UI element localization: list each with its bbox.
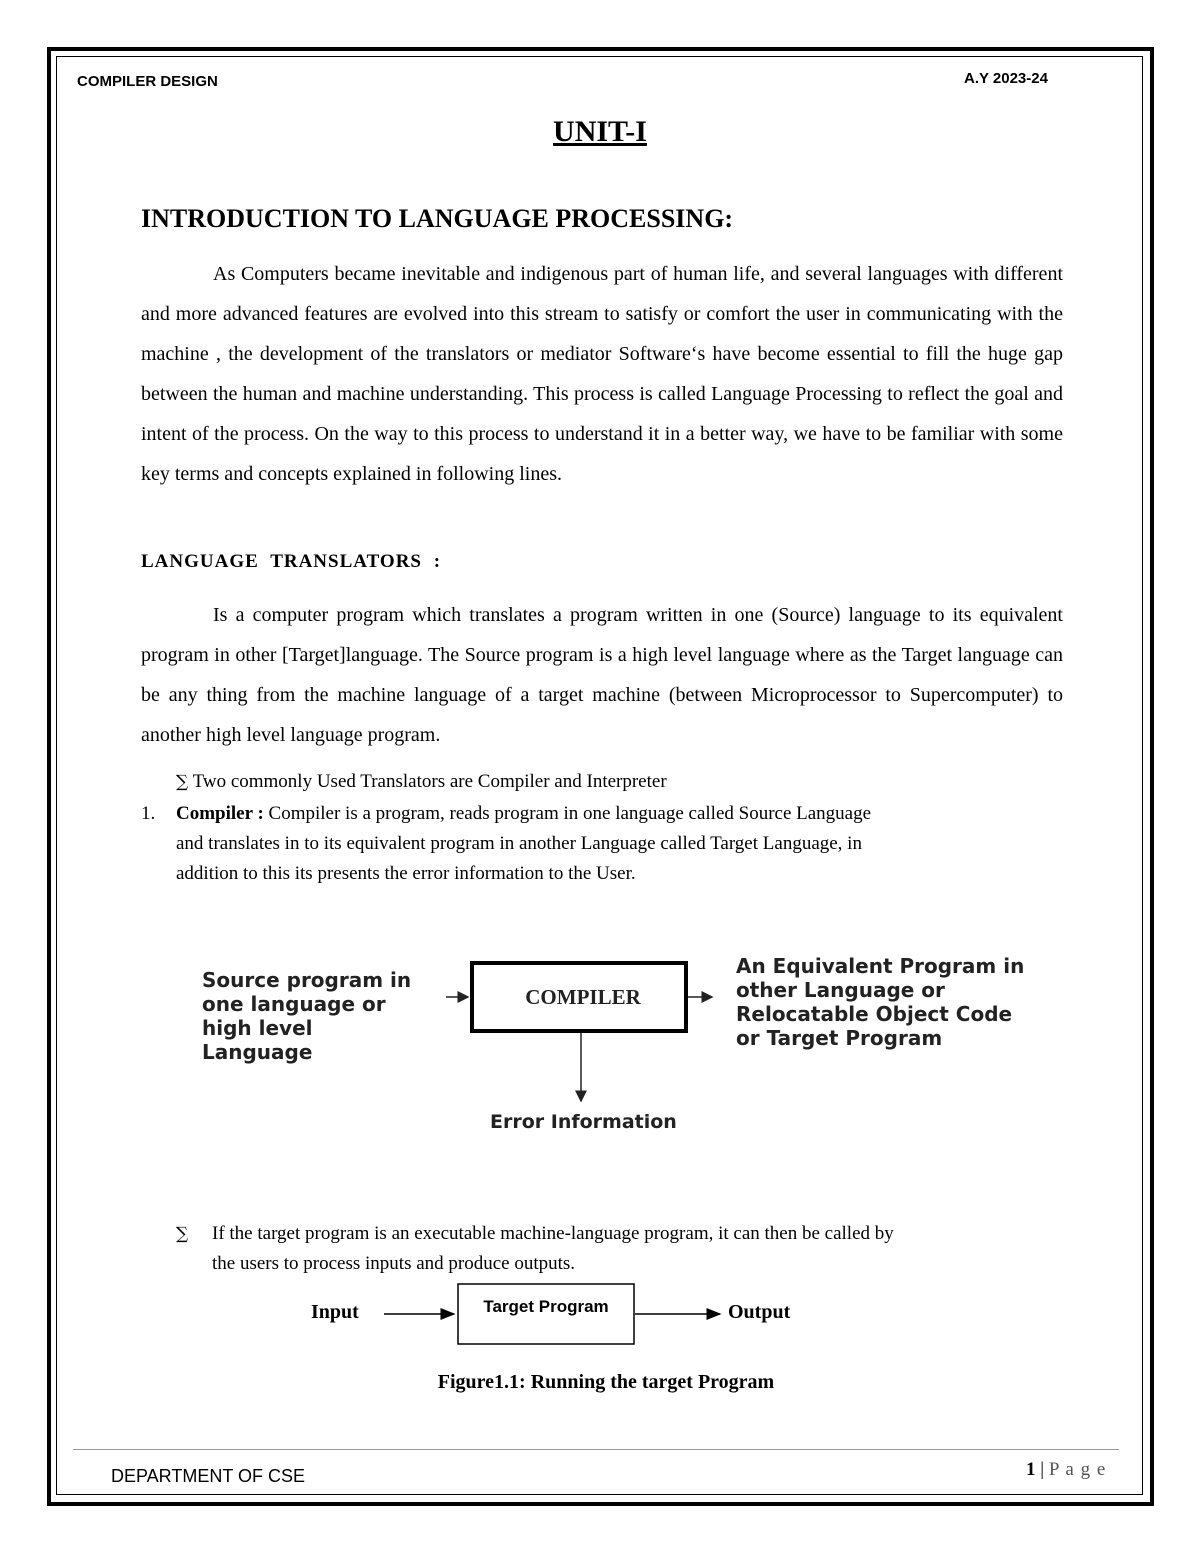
error-information-label: Error Information bbox=[490, 1111, 677, 1133]
section-heading-translators: LANGUAGE TRANSLATORS : bbox=[141, 551, 442, 572]
compiler-item bbox=[176, 799, 1056, 889]
bullet-executable-line2: the users to process inputs and produce outputs. bbox=[212, 1253, 576, 1274]
translators-paragraph: Is a computer program which translates a program written in one (Source) language to its equivalent program in other [Target]language. The Source program is a high level language where as the Target language can be any thing from the machine language of a target machine (between Microprocessor to Supercomputer) to another high level language program. bbox=[141, 604, 1063, 746]
target-input-label: Input bbox=[311, 1301, 359, 1323]
compiler-desc-line3: addition to this its presents the error information to the User. bbox=[176, 863, 636, 884]
figure-caption: Figure1.1: Running the target Program bbox=[437, 1371, 775, 1393]
bullet-translators-text: Two commonly Used Translators are Compiler and Interpreter bbox=[192, 771, 667, 792]
compiler-desc-line2: and translates in to its equivalent program in another Language called Target Language, in bbox=[176, 833, 862, 854]
bullet-translators bbox=[176, 767, 667, 797]
intro-paragraph: As Computers became inevitable and indigenous part of human life, and several languages with different and more advanced features are evolved into this stream to satisfy or comfort the user in communicating with the machine , the development of the translators or mediator Software‘s have become essential to fill the huge gap between the human and machine understanding. This process is called Language Processing to reflect the goal and intent of the process. On the way to this process to understand it in a better way, we have to be familiar with some key terms and concepts explained in following lines. bbox=[141, 263, 1063, 485]
footer-divider bbox=[73, 1449, 1119, 1450]
footer-page-label: P a g e bbox=[1048, 1459, 1107, 1480]
bullet-executable bbox=[176, 1219, 1056, 1279]
compiler-box-label: COMPILER bbox=[525, 985, 641, 1009]
diagram-source-label: Source program in one language or high level Language bbox=[202, 968, 412, 1064]
target-output-label: Output bbox=[728, 1301, 791, 1323]
footer-page-number: 1 bbox=[1026, 1459, 1036, 1480]
footer-page: 1 | P a g e bbox=[1026, 1459, 1107, 1480]
target-program-label: Target Program bbox=[483, 1297, 609, 1316]
unit-title: UNIT-I bbox=[553, 115, 647, 148]
diagram-output-label: An Equivalent Program in other Language or Relocatable Object Code or Target Program bbox=[736, 954, 1025, 1050]
compiler-desc-line1: Compiler is a program, reads program in one language called Source Language bbox=[268, 803, 872, 824]
bullet-executable-line1: If the target program is an executable machine-language program, it can then be called by bbox=[212, 1223, 894, 1244]
footer-department: DEPARTMENT OF CSE bbox=[111, 1466, 306, 1486]
header-academic-year: A.Y 2023-24 bbox=[964, 70, 1048, 87]
compiler-term: Compiler : bbox=[176, 803, 264, 824]
header-course-title: COMPILER DESIGN bbox=[77, 73, 218, 90]
section-heading-intro: INTRODUCTION TO LANGUAGE PROCESSING: bbox=[141, 204, 734, 233]
compiler-item-number: 1. bbox=[141, 803, 156, 824]
sigma-bullet-icon: ∑ bbox=[176, 772, 189, 792]
compiler-diagram-svg bbox=[440, 955, 730, 1115]
sigma-bullet-icon: ∑ bbox=[176, 1224, 189, 1244]
